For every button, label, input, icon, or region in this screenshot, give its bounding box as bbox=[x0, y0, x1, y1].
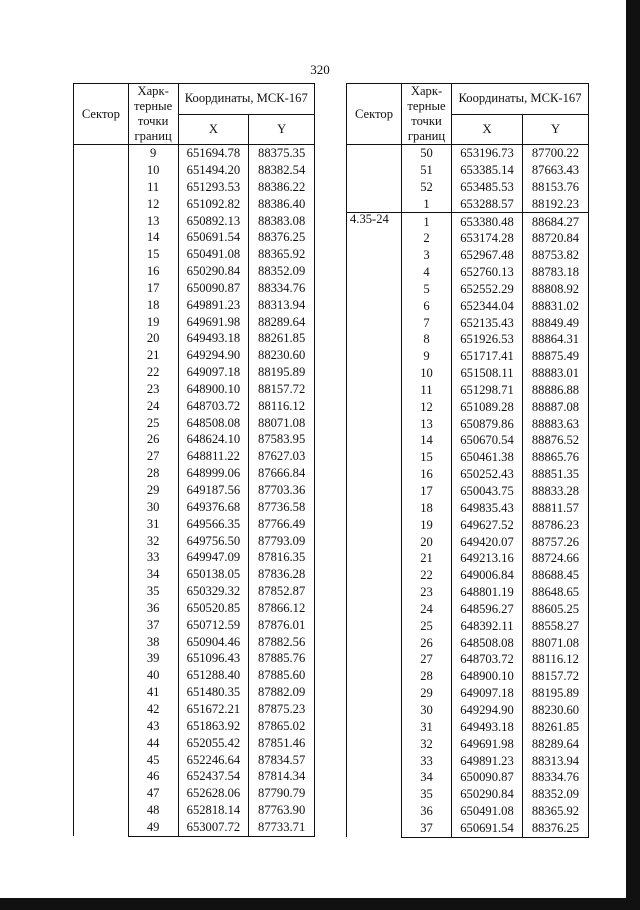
y-coordinate-cell: 87793.09 bbox=[249, 532, 315, 549]
x-coordinate-cell: 649294.90 bbox=[452, 702, 523, 719]
point-number-cell: 25 bbox=[402, 618, 452, 635]
header-sector: Сектор bbox=[347, 84, 402, 145]
y-coordinate-cell: 87852.87 bbox=[249, 583, 315, 600]
y-coordinate-cell: 87703.36 bbox=[249, 482, 315, 499]
y-coordinate-cell: 87790.79 bbox=[249, 785, 315, 802]
y-coordinate-cell: 88724.66 bbox=[523, 550, 589, 567]
page-number: 320 bbox=[310, 62, 330, 77]
point-number-cell: 29 bbox=[128, 482, 178, 499]
x-coordinate-cell: 649376.68 bbox=[178, 499, 249, 516]
x-coordinate-cell: 652135.43 bbox=[452, 314, 523, 331]
point-number-cell: 16 bbox=[402, 466, 452, 483]
point-number-cell: 37 bbox=[128, 617, 178, 634]
x-coordinate-cell: 651494.20 bbox=[178, 162, 249, 179]
y-coordinate-cell: 88688.45 bbox=[523, 567, 589, 584]
x-coordinate-cell: 652818.14 bbox=[178, 802, 249, 819]
x-coordinate-cell: 650879.86 bbox=[452, 416, 523, 433]
point-number-cell: 34 bbox=[128, 566, 178, 583]
y-coordinate-cell: 88386.40 bbox=[249, 196, 315, 213]
point-number-cell: 8 bbox=[402, 331, 452, 348]
x-coordinate-cell: 650691.54 bbox=[452, 820, 523, 837]
point-number-cell: 47 bbox=[128, 785, 178, 802]
point-number-cell: 14 bbox=[402, 432, 452, 449]
point-number-cell: 35 bbox=[128, 583, 178, 600]
point-number-cell: 12 bbox=[402, 399, 452, 416]
point-number-cell: 7 bbox=[402, 314, 452, 331]
y-coordinate-cell: 87766.49 bbox=[249, 516, 315, 533]
x-coordinate-cell: 650491.08 bbox=[178, 246, 249, 263]
table-row bbox=[347, 213, 589, 230]
y-coordinate-cell: 88071.08 bbox=[523, 634, 589, 651]
y-coordinate-cell: 87666.84 bbox=[249, 465, 315, 482]
x-coordinate-cell: 648999.06 bbox=[178, 465, 249, 482]
x-coordinate-cell: 651926.53 bbox=[452, 331, 523, 348]
point-number-cell: 4 bbox=[402, 264, 452, 281]
y-coordinate-cell: 88289.64 bbox=[523, 736, 589, 753]
point-number-cell: 15 bbox=[128, 246, 178, 263]
point-number-cell: 28 bbox=[402, 668, 452, 685]
point-number-cell: 1 bbox=[402, 196, 452, 213]
point-number-cell: 24 bbox=[128, 398, 178, 415]
y-coordinate-cell: 88864.31 bbox=[523, 331, 589, 348]
y-coordinate-cell: 87627.03 bbox=[249, 448, 315, 465]
y-coordinate-cell: 88071.08 bbox=[249, 415, 315, 432]
y-coordinate-cell: 87736.58 bbox=[249, 499, 315, 516]
point-number-cell: 36 bbox=[402, 803, 452, 820]
point-number-cell: 15 bbox=[402, 449, 452, 466]
point-number-cell: 9 bbox=[128, 145, 178, 162]
y-coordinate-cell: 88886.88 bbox=[523, 382, 589, 399]
sector-cell: 4.35-24 bbox=[347, 213, 402, 837]
y-coordinate-cell: 88783.18 bbox=[523, 264, 589, 281]
header-points: Харк-терные точки границ bbox=[128, 84, 178, 145]
y-coordinate-cell: 88851.35 bbox=[523, 466, 589, 483]
point-number-cell: 6 bbox=[402, 298, 452, 315]
y-coordinate-cell: 87836.28 bbox=[249, 566, 315, 583]
scan-border-right bbox=[626, 0, 640, 910]
point-number-cell: 44 bbox=[128, 735, 178, 752]
y-coordinate-cell: 87885.60 bbox=[249, 667, 315, 684]
x-coordinate-cell: 649691.98 bbox=[178, 313, 249, 330]
header-sector: Сектор bbox=[74, 84, 129, 145]
x-coordinate-cell: 652760.13 bbox=[452, 264, 523, 281]
x-coordinate-cell: 650691.54 bbox=[178, 229, 249, 246]
point-number-cell: 29 bbox=[402, 685, 452, 702]
y-coordinate-cell: 87882.56 bbox=[249, 633, 315, 650]
x-coordinate-cell: 648508.08 bbox=[452, 634, 523, 651]
x-coordinate-cell: 650138.05 bbox=[178, 566, 249, 583]
point-number-cell: 12 bbox=[128, 196, 178, 213]
y-coordinate-cell: 87851.46 bbox=[249, 735, 315, 752]
x-coordinate-cell: 649493.18 bbox=[178, 330, 249, 347]
y-coordinate-cell: 88334.76 bbox=[523, 769, 589, 786]
coordinates-table-right bbox=[346, 83, 589, 838]
point-number-cell: 25 bbox=[128, 415, 178, 432]
x-coordinate-cell: 648703.72 bbox=[452, 651, 523, 668]
point-number-cell: 32 bbox=[128, 532, 178, 549]
y-coordinate-cell: 88313.94 bbox=[523, 752, 589, 769]
header-x: X bbox=[452, 114, 523, 145]
x-coordinate-cell: 648508.08 bbox=[178, 415, 249, 432]
point-number-cell: 13 bbox=[128, 212, 178, 229]
y-coordinate-cell: 88352.09 bbox=[249, 263, 315, 280]
point-number-cell: 5 bbox=[402, 281, 452, 298]
point-number-cell: 26 bbox=[128, 431, 178, 448]
point-number-cell: 33 bbox=[128, 549, 178, 566]
x-coordinate-cell: 649294.90 bbox=[178, 347, 249, 364]
y-coordinate-cell: 88831.02 bbox=[523, 298, 589, 315]
x-coordinate-cell: 651508.11 bbox=[452, 365, 523, 382]
x-coordinate-cell: 650904.46 bbox=[178, 633, 249, 650]
x-coordinate-cell: 648900.10 bbox=[452, 668, 523, 685]
x-coordinate-cell: 652437.54 bbox=[178, 768, 249, 785]
y-coordinate-cell: 88558.27 bbox=[523, 618, 589, 635]
point-number-cell: 51 bbox=[402, 162, 452, 179]
y-coordinate-cell: 88648.65 bbox=[523, 584, 589, 601]
point-number-cell: 3 bbox=[402, 247, 452, 264]
x-coordinate-cell: 650712.59 bbox=[178, 617, 249, 634]
x-coordinate-cell: 649947.09 bbox=[178, 549, 249, 566]
y-coordinate-cell: 87876.01 bbox=[249, 617, 315, 634]
point-number-cell: 31 bbox=[128, 516, 178, 533]
y-coordinate-cell: 88365.92 bbox=[249, 246, 315, 263]
x-coordinate-cell: 649891.23 bbox=[178, 297, 249, 314]
point-number-cell: 40 bbox=[128, 667, 178, 684]
x-coordinate-cell: 649756.50 bbox=[178, 532, 249, 549]
x-coordinate-cell: 651096.43 bbox=[178, 650, 249, 667]
y-coordinate-cell: 87885.76 bbox=[249, 650, 315, 667]
sector-cell bbox=[74, 145, 129, 837]
point-number-cell: 17 bbox=[402, 483, 452, 500]
x-coordinate-cell: 649213.16 bbox=[452, 550, 523, 567]
point-number-cell: 10 bbox=[128, 162, 178, 179]
y-coordinate-cell: 88753.82 bbox=[523, 247, 589, 264]
x-coordinate-cell: 652055.42 bbox=[178, 735, 249, 752]
x-coordinate-cell: 651092.82 bbox=[178, 196, 249, 213]
y-coordinate-cell: 88352.09 bbox=[523, 786, 589, 803]
point-number-cell: 22 bbox=[402, 567, 452, 584]
x-coordinate-cell: 649420.07 bbox=[452, 533, 523, 550]
x-coordinate-cell: 650090.87 bbox=[178, 280, 249, 297]
y-coordinate-cell: 87866.12 bbox=[249, 600, 315, 617]
header-coords: Координаты, МСК-167 bbox=[452, 84, 589, 115]
point-number-cell: 32 bbox=[402, 736, 452, 753]
x-coordinate-cell: 649835.43 bbox=[452, 500, 523, 517]
point-number-cell: 21 bbox=[128, 347, 178, 364]
x-coordinate-cell: 650043.75 bbox=[452, 483, 523, 500]
y-coordinate-cell: 88382.54 bbox=[249, 162, 315, 179]
point-number-cell: 24 bbox=[402, 601, 452, 618]
table-body-left bbox=[74, 145, 315, 837]
x-coordinate-cell: 650892.13 bbox=[178, 212, 249, 229]
x-coordinate-cell: 651863.92 bbox=[178, 718, 249, 735]
point-number-cell: 35 bbox=[402, 786, 452, 803]
x-coordinate-cell: 650290.84 bbox=[452, 786, 523, 803]
y-coordinate-cell: 88192.23 bbox=[523, 196, 589, 213]
point-number-cell: 19 bbox=[402, 517, 452, 534]
point-number-cell: 33 bbox=[402, 752, 452, 769]
point-number-cell: 48 bbox=[128, 802, 178, 819]
y-coordinate-cell: 87733.71 bbox=[249, 819, 315, 836]
y-coordinate-cell: 88876.52 bbox=[523, 432, 589, 449]
y-coordinate-cell: 88605.25 bbox=[523, 601, 589, 618]
point-number-cell: 50 bbox=[402, 145, 452, 162]
y-coordinate-cell: 87865.02 bbox=[249, 718, 315, 735]
y-coordinate-cell: 88313.94 bbox=[249, 297, 315, 314]
y-coordinate-cell: 88849.49 bbox=[523, 314, 589, 331]
x-coordinate-cell: 651717.41 bbox=[452, 348, 523, 365]
header-coords: Координаты, МСК-167 bbox=[178, 84, 314, 115]
point-number-cell: 42 bbox=[128, 701, 178, 718]
y-coordinate-cell: 88811.57 bbox=[523, 500, 589, 517]
x-coordinate-cell: 649691.98 bbox=[452, 736, 523, 753]
x-coordinate-cell: 649891.23 bbox=[452, 752, 523, 769]
x-coordinate-cell: 651298.71 bbox=[452, 382, 523, 399]
y-coordinate-cell: 88865.76 bbox=[523, 449, 589, 466]
y-coordinate-cell: 87763.90 bbox=[249, 802, 315, 819]
table-row bbox=[74, 145, 315, 162]
y-coordinate-cell: 88757.26 bbox=[523, 533, 589, 550]
x-coordinate-cell: 649097.18 bbox=[178, 364, 249, 381]
x-coordinate-cell: 653174.28 bbox=[452, 230, 523, 247]
x-coordinate-cell: 653288.57 bbox=[452, 196, 523, 213]
point-number-cell: 23 bbox=[402, 584, 452, 601]
x-coordinate-cell: 650461.38 bbox=[452, 449, 523, 466]
y-coordinate-cell: 87882.09 bbox=[249, 684, 315, 701]
y-coordinate-cell: 88684.27 bbox=[523, 213, 589, 230]
header-x: X bbox=[178, 114, 249, 145]
point-number-cell: 22 bbox=[128, 364, 178, 381]
x-coordinate-cell: 650491.08 bbox=[452, 803, 523, 820]
x-coordinate-cell: 650520.85 bbox=[178, 600, 249, 617]
point-number-cell: 26 bbox=[402, 634, 452, 651]
point-number-cell: 45 bbox=[128, 751, 178, 768]
y-coordinate-cell: 88289.64 bbox=[249, 313, 315, 330]
y-coordinate-cell: 88883.63 bbox=[523, 416, 589, 433]
x-coordinate-cell: 650290.84 bbox=[178, 263, 249, 280]
point-number-cell: 39 bbox=[128, 650, 178, 667]
y-coordinate-cell: 88153.76 bbox=[523, 179, 589, 196]
y-coordinate-cell: 88883.01 bbox=[523, 365, 589, 382]
x-coordinate-cell: 651293.53 bbox=[178, 179, 249, 196]
y-coordinate-cell: 87816.35 bbox=[249, 549, 315, 566]
sector-cell bbox=[347, 145, 402, 213]
x-coordinate-cell: 648801.19 bbox=[452, 584, 523, 601]
point-number-cell: 36 bbox=[128, 600, 178, 617]
x-coordinate-cell: 652552.29 bbox=[452, 281, 523, 298]
point-number-cell: 52 bbox=[402, 179, 452, 196]
x-coordinate-cell: 650252.43 bbox=[452, 466, 523, 483]
x-coordinate-cell: 651694.78 bbox=[178, 145, 249, 162]
header-points: Харк-терные точки границ bbox=[402, 84, 452, 145]
point-number-cell: 27 bbox=[128, 448, 178, 465]
y-coordinate-cell: 88808.92 bbox=[523, 281, 589, 298]
point-number-cell: 23 bbox=[128, 381, 178, 398]
y-coordinate-cell: 88386.22 bbox=[249, 179, 315, 196]
y-coordinate-cell: 88261.85 bbox=[523, 719, 589, 736]
x-coordinate-cell: 649006.84 bbox=[452, 567, 523, 584]
x-coordinate-cell: 651089.28 bbox=[452, 399, 523, 416]
point-number-cell: 34 bbox=[402, 769, 452, 786]
y-coordinate-cell: 88230.60 bbox=[523, 702, 589, 719]
x-coordinate-cell: 651288.40 bbox=[178, 667, 249, 684]
point-number-cell: 20 bbox=[402, 533, 452, 550]
y-coordinate-cell: 88875.49 bbox=[523, 348, 589, 365]
y-coordinate-cell: 88334.76 bbox=[249, 280, 315, 297]
x-coordinate-cell: 650670.54 bbox=[452, 432, 523, 449]
header-y: Y bbox=[249, 114, 315, 145]
y-coordinate-cell: 88365.92 bbox=[523, 803, 589, 820]
x-coordinate-cell: 653485.53 bbox=[452, 179, 523, 196]
y-coordinate-cell: 88887.08 bbox=[523, 399, 589, 416]
y-coordinate-cell: 88376.25 bbox=[523, 820, 589, 837]
point-number-cell: 31 bbox=[402, 719, 452, 736]
x-coordinate-cell: 653380.48 bbox=[452, 213, 523, 230]
point-number-cell: 20 bbox=[128, 330, 178, 347]
header-y: Y bbox=[523, 114, 589, 145]
y-coordinate-cell: 87663.43 bbox=[523, 162, 589, 179]
x-coordinate-cell: 648624.10 bbox=[178, 431, 249, 448]
point-number-cell: 30 bbox=[128, 499, 178, 516]
point-number-cell: 27 bbox=[402, 651, 452, 668]
x-coordinate-cell: 653196.73 bbox=[452, 145, 523, 162]
point-number-cell: 9 bbox=[402, 348, 452, 365]
y-coordinate-cell: 88375.35 bbox=[249, 145, 315, 162]
x-coordinate-cell: 648392.11 bbox=[452, 618, 523, 635]
y-coordinate-cell: 88786.23 bbox=[523, 517, 589, 534]
scan-border-bottom bbox=[0, 898, 640, 910]
point-number-cell: 10 bbox=[402, 365, 452, 382]
y-coordinate-cell: 88195.89 bbox=[249, 364, 315, 381]
y-coordinate-cell: 88116.12 bbox=[249, 398, 315, 415]
y-coordinate-cell: 87583.95 bbox=[249, 431, 315, 448]
y-coordinate-cell: 88833.28 bbox=[523, 483, 589, 500]
x-coordinate-cell: 649627.52 bbox=[452, 517, 523, 534]
point-number-cell: 1 bbox=[402, 213, 452, 230]
y-coordinate-cell: 88720.84 bbox=[523, 230, 589, 247]
coordinates-table-left bbox=[73, 83, 315, 837]
x-coordinate-cell: 651480.35 bbox=[178, 684, 249, 701]
point-number-cell: 18 bbox=[402, 500, 452, 517]
point-number-cell: 18 bbox=[128, 297, 178, 314]
point-number-cell: 11 bbox=[128, 179, 178, 196]
x-coordinate-cell: 648900.10 bbox=[178, 381, 249, 398]
point-number-cell: 41 bbox=[128, 684, 178, 701]
x-coordinate-cell: 649187.56 bbox=[178, 482, 249, 499]
point-number-cell: 43 bbox=[128, 718, 178, 735]
y-coordinate-cell: 87700.22 bbox=[523, 145, 589, 162]
point-number-cell: 46 bbox=[128, 768, 178, 785]
x-coordinate-cell: 648703.72 bbox=[178, 398, 249, 415]
table-row bbox=[347, 145, 589, 162]
point-number-cell: 30 bbox=[402, 702, 452, 719]
x-coordinate-cell: 651672.21 bbox=[178, 701, 249, 718]
y-coordinate-cell: 88376.25 bbox=[249, 229, 315, 246]
y-coordinate-cell: 87834.57 bbox=[249, 751, 315, 768]
point-number-cell: 17 bbox=[128, 280, 178, 297]
x-coordinate-cell: 648596.27 bbox=[452, 601, 523, 618]
point-number-cell: 38 bbox=[128, 633, 178, 650]
point-number-cell: 37 bbox=[402, 820, 452, 837]
x-coordinate-cell: 652246.64 bbox=[178, 751, 249, 768]
point-number-cell: 13 bbox=[402, 416, 452, 433]
y-coordinate-cell: 88195.89 bbox=[523, 685, 589, 702]
x-coordinate-cell: 650329.32 bbox=[178, 583, 249, 600]
x-coordinate-cell: 648811.22 bbox=[178, 448, 249, 465]
y-coordinate-cell: 88230.60 bbox=[249, 347, 315, 364]
point-number-cell: 16 bbox=[128, 263, 178, 280]
y-coordinate-cell: 88261.85 bbox=[249, 330, 315, 347]
point-number-cell: 14 bbox=[128, 229, 178, 246]
y-coordinate-cell: 88157.72 bbox=[523, 668, 589, 685]
x-coordinate-cell: 649566.35 bbox=[178, 516, 249, 533]
x-coordinate-cell: 652967.48 bbox=[452, 247, 523, 264]
x-coordinate-cell: 649493.18 bbox=[452, 719, 523, 736]
point-number-cell: 11 bbox=[402, 382, 452, 399]
x-coordinate-cell: 650090.87 bbox=[452, 769, 523, 786]
x-coordinate-cell: 649097.18 bbox=[452, 685, 523, 702]
y-coordinate-cell: 87814.34 bbox=[249, 768, 315, 785]
point-number-cell: 19 bbox=[128, 313, 178, 330]
x-coordinate-cell: 653007.72 bbox=[178, 819, 249, 836]
point-number-cell: 28 bbox=[128, 465, 178, 482]
y-coordinate-cell: 88116.12 bbox=[523, 651, 589, 668]
point-number-cell: 21 bbox=[402, 550, 452, 567]
table-body-right bbox=[347, 145, 589, 838]
point-number-cell: 49 bbox=[128, 819, 178, 836]
x-coordinate-cell: 652628.06 bbox=[178, 785, 249, 802]
point-number-cell: 2 bbox=[402, 230, 452, 247]
x-coordinate-cell: 652344.04 bbox=[452, 298, 523, 315]
y-coordinate-cell: 88383.08 bbox=[249, 212, 315, 229]
y-coordinate-cell: 88157.72 bbox=[249, 381, 315, 398]
x-coordinate-cell: 653385.14 bbox=[452, 162, 523, 179]
y-coordinate-cell: 87875.23 bbox=[249, 701, 315, 718]
